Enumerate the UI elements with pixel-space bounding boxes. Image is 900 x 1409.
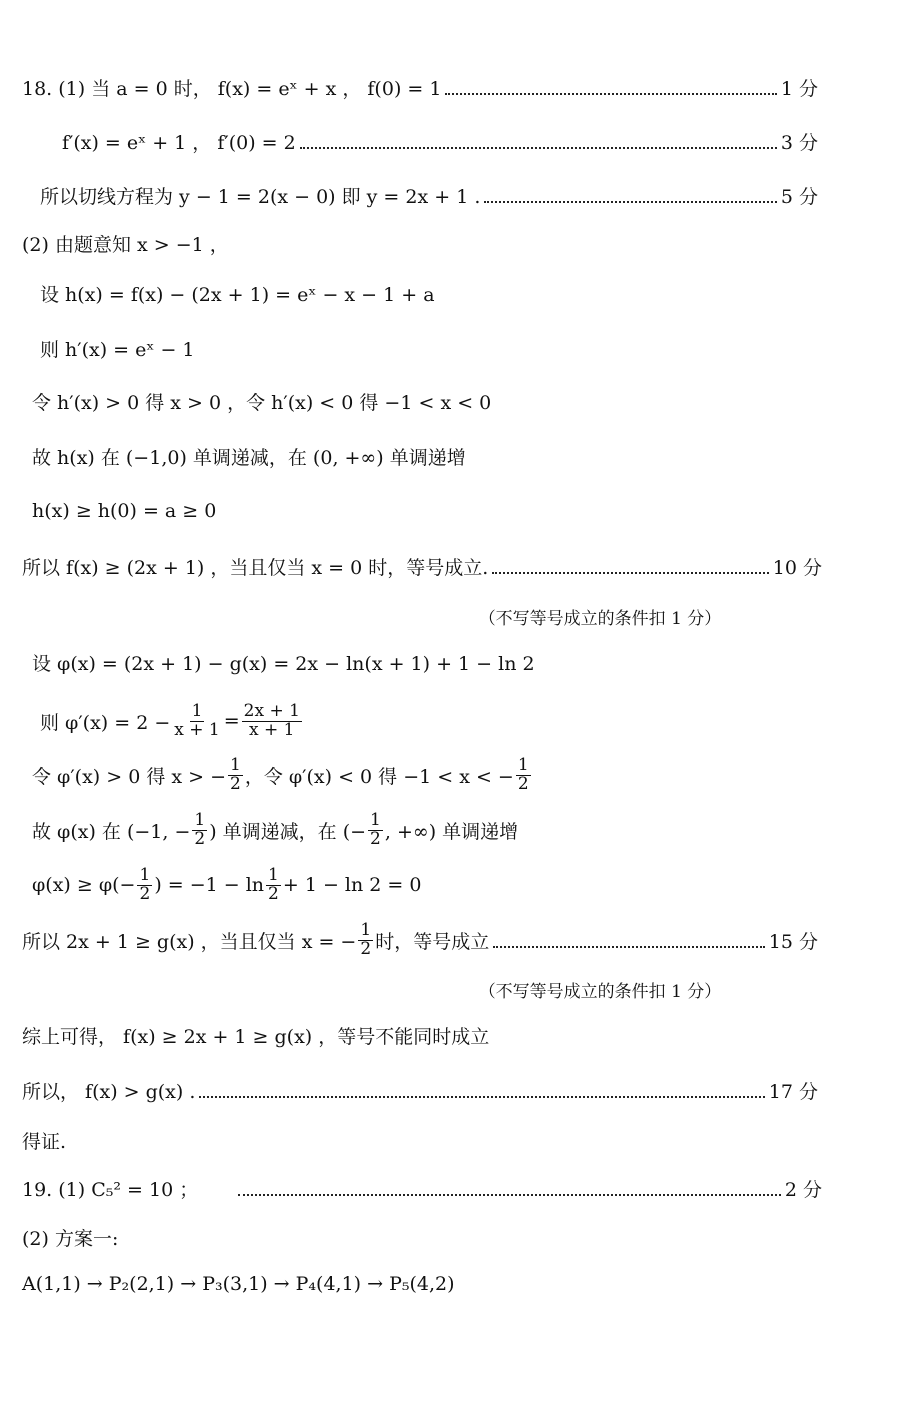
score-label: 5 分 (780, 185, 818, 208)
answer-line-15 (32, 807, 900, 853)
fraction-2: $\frac{2x + 1}{x + 1}$ (243, 700, 300, 740)
line-text: 综上可得， f(x) ≥ 2x + 1 ≥ g(x) ，等号不能同时成立 (22, 1025, 490, 1048)
line-text: ) = −1 − ln (154, 874, 265, 896)
line-text: ) 单调递减，在 (− (209, 820, 367, 843)
answer-line-14 (32, 752, 900, 798)
answer-line-16 (32, 862, 900, 908)
line-text: 所以， f(x) > g(x) . (22, 1080, 196, 1103)
line-text: 故 φ(x) 在 (−1, − (32, 820, 191, 843)
line-text: 令 h′(x) > 0 得 x > 0 ，令 h′(x) < 0 得 −1 < x < 0 (32, 391, 492, 414)
line-text: 令 φ′(x) > 0 得 x > − (32, 765, 226, 788)
answer-line-8 (32, 436, 900, 476)
line-text: , +∞) 单调递增 (384, 820, 519, 843)
score-label: 1 分 (780, 77, 818, 100)
line-text: 得证. (22, 1130, 67, 1153)
line-text: 所以切线方程为 y − 1 = 2(x − 0) 即 y = 2x + 1 . (40, 185, 481, 208)
line-text: f′(x) = eˣ + 1 ， f′(0) = 2 (62, 131, 296, 154)
deduction-note-1: （不写等号成立的条件扣 1 分） (478, 609, 722, 629)
line-text: 18. (1) 当 a = 0 时， f(x) = eˣ + x ， f(0) = 1 (22, 77, 442, 100)
answer-line-17 (22, 917, 818, 963)
fraction-1: $\frac{1}{2}$ (139, 864, 151, 904)
answer-line-2 (62, 121, 818, 161)
dot-leader (238, 1192, 781, 1196)
answer-line-21 (22, 1120, 900, 1160)
line-text: (2) 由题意知 x > −1 ， (22, 233, 229, 256)
answer-line-19 (22, 1015, 900, 1055)
line-text: 时，等号成立 (375, 930, 490, 953)
answer-line-3 (40, 175, 818, 215)
line-text: 设 φ(x) = (2x + 1) − g(x) = 2x − ln(x + 1) + 1 − ln 2 (32, 652, 535, 675)
line-text: φ(x) ≥ φ(− (32, 874, 136, 896)
answer-line-1 (22, 67, 818, 107)
dot-leader (445, 91, 776, 95)
score-label: 15 分 (768, 930, 818, 953)
answer-line-20 (22, 1070, 818, 1110)
line-text: 则 h′(x) = eˣ − 1 (40, 338, 195, 361)
answer-line-12 (32, 642, 900, 682)
answer-line-6 (40, 328, 900, 368)
dot-leader (300, 145, 777, 149)
line-text: 故 h(x) 在 (−1,0) 单调递减，在 (0, +∞) 单调递增 (32, 446, 466, 469)
answer-line-23 (22, 1217, 900, 1257)
answer-line-22 (22, 1168, 822, 1208)
line-text: = (223, 710, 240, 732)
answer-line-13 (40, 698, 900, 744)
line-text: 所以 2x + 1 ≥ g(x) ，当且仅当 x = − (22, 930, 357, 953)
line-text: h(x) ≥ h(0) = a ≥ 0 (32, 500, 217, 522)
fraction-2: $\frac{1}{2}$ (268, 864, 279, 904)
dot-leader (484, 199, 777, 203)
line-text: ，令 φ′(x) < 0 得 −1 < x < − (244, 765, 514, 788)
line-text: + 1 − ln 2 = 0 (282, 874, 422, 896)
answer-line-9 (32, 491, 900, 531)
fraction-1: $\frac{1}{2}$ (230, 754, 241, 794)
fraction-2: $\frac{1}{2}$ (517, 754, 529, 794)
deduction-note-2: （不写等号成立的条件扣 1 分） (478, 982, 722, 1002)
fraction-1: $\frac{1}{2}$ (360, 919, 372, 959)
line-text: 则 φ′(x) = 2 − (40, 711, 171, 734)
line-text: (2) 方案一: (22, 1227, 119, 1250)
line-text: A(1,1) → P₂(2,1) → P₃(3,1) → P₄(4,1) → P₅(4,2) (22, 1273, 455, 1295)
fraction-1: $\frac{1}{2}$ (194, 809, 206, 849)
score-label: 3 分 (780, 131, 818, 154)
answer-line-24 (22, 1264, 900, 1304)
line-text: 19. (1) C₅² = 10 ； (22, 1178, 199, 1201)
answer-line-10 (22, 546, 822, 586)
fraction-1: $\frac{1}{x + 1}$ (174, 700, 220, 740)
dot-leader (493, 944, 765, 948)
answer-line-5 (40, 273, 900, 313)
line-text: 设 h(x) = f(x) − (2x + 1) = eˣ − x − 1 + a (40, 283, 435, 306)
fraction-2: $\frac{1}{2}$ (370, 809, 381, 849)
answer-line-7 (32, 381, 900, 421)
dot-leader (199, 1094, 764, 1098)
score-label: 17 分 (768, 1080, 818, 1103)
score-label: 10 分 (772, 556, 822, 579)
dot-leader (492, 570, 768, 574)
line-text: 所以 f(x) ≥ (2x + 1) ，当且仅当 x = 0 时，等号成立. (22, 556, 489, 579)
score-label: 2 分 (784, 1178, 822, 1201)
answer-line-4 (22, 223, 900, 263)
